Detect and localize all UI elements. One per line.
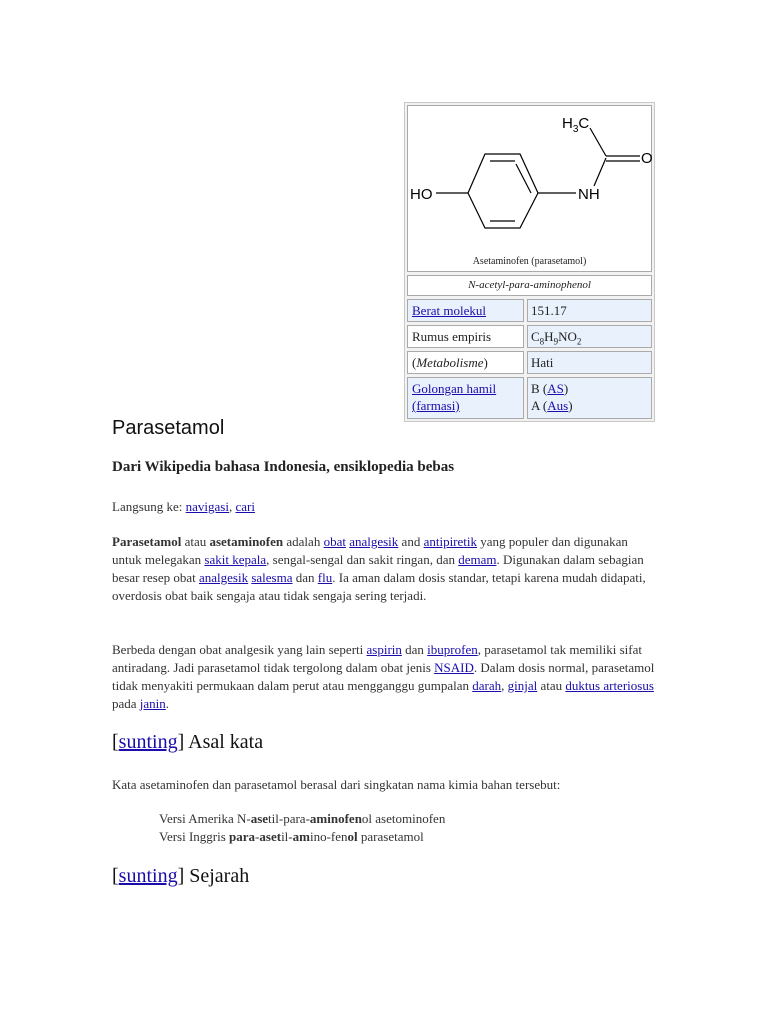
bold-term: ol — [347, 829, 358, 844]
section-heading-etymology: [sunting] Asal kata — [112, 731, 264, 753]
text-run: atau — [537, 678, 566, 693]
infobox-row-molecular-weight — [407, 299, 652, 322]
link-sakit-kepala[interactable]: sakit kepala — [204, 552, 267, 567]
link-darah[interactable]: darah — [472, 678, 502, 693]
text-run: . Dalam dosis normal, parasetamol tidak menyakiti permukaan dalam perut atau mengganggu gumpalan — [112, 660, 655, 693]
text-run: , parasetamol tak memiliki sifat antiradang. Jadi parasetamol tidak tergolong dalam obat jenis — [112, 642, 642, 675]
link-salesma[interactable]: salesma — [251, 570, 293, 585]
text-run: atau — [181, 534, 210, 549]
link-analgesik[interactable]: analgesik — [349, 534, 399, 549]
link-ibuprofen[interactable]: ibuprofen — [427, 642, 478, 657]
pregnancy-a-text: A — [531, 398, 540, 413]
text-run: , sengal-sengal dan sakit ringan, dan — [266, 552, 459, 567]
ch3-label: $H_3C$ — [562, 115, 590, 135]
as-link[interactable]: AS — [547, 381, 564, 396]
section-heading-history: [sunting] Sejarah — [112, 865, 250, 887]
structure-image — [407, 105, 652, 272]
infobox-row-pregnancy — [407, 377, 652, 419]
link-obat[interactable]: obat — [323, 534, 346, 549]
aus-link[interactable]: Aus — [547, 398, 569, 413]
text-run: . Digunakan dalam sebagian besar resep obat — [112, 552, 644, 585]
nh-label: NH — [578, 186, 600, 203]
text-run: . Ia aman dalam dosis standar, tetapi karena mudah didapati, overdosis obat baik sengaja atau tidak sengaja sering terjadi. — [112, 570, 646, 603]
infobox-row-metabolism — [407, 351, 652, 374]
bold-term: para — [229, 829, 256, 844]
bold-term: aset — [259, 829, 282, 844]
link-duktus-arteriosus[interactable]: duktus arteriosus — [565, 678, 654, 693]
text-run: Versi Inggris — [159, 829, 230, 844]
link-demam[interactable]: demam — [458, 552, 497, 567]
section-title: Asal kata — [188, 731, 264, 753]
text-run: il- — [281, 829, 293, 844]
ho-label: HO — [410, 186, 433, 203]
text-run: yang populer dan digunakan untuk melegakan — [112, 534, 628, 567]
molecular-weight-link[interactable]: Berat molekul — [412, 303, 487, 318]
text-run: pada — [112, 696, 140, 711]
page-subtitle: Dari Wikipedia bahasa Indonesia, ensiklopedia bebas — [112, 459, 455, 475]
metabolism-value: Hati — [527, 351, 652, 374]
oxygen-label: O — [641, 150, 653, 167]
section-title: Sejarah — [189, 865, 250, 887]
page-title: Parasetamol — [112, 417, 225, 439]
text-run: . — [165, 696, 170, 711]
paragraph-comparison: Berbeda dengan obat analgesik yang lain seperti aspirin dan ibuprofen, parasetamol tak memiliki sifat antiradang. Jadi parasetamol tidak tergolong dalam obat jenis NSAID. Dalam dosis normal, parasetamol tidak menyakiti permukaan dalam perut atau mengganggu gumpalan darah, ginjal atau duktus arteriosus pada janin. — [112, 642, 655, 711]
text-run: dan — [401, 642, 428, 657]
bold-term: Parasetamol — [112, 534, 182, 549]
link-ginjal[interactable]: ginjal — [507, 678, 538, 693]
link-analgesik-2[interactable]: analgesik — [199, 570, 249, 585]
text-run: dan — [292, 570, 318, 585]
text-run: Berbeda dengan obat analgesik yang lain seperti — [112, 642, 367, 657]
pregnancy-value: B (AS) A (Aus) — [527, 377, 652, 419]
jump-prefix: Langsung ke: — [112, 499, 183, 514]
jump-to: Langsung ke: navigasi, cari — [112, 499, 255, 514]
infobox-row-formula — [407, 325, 652, 348]
formula-label: Rumus empiris — [407, 325, 524, 348]
link-aspirin[interactable]: aspirin — [366, 642, 402, 657]
text-run: til-para- — [268, 811, 310, 826]
text-run: ino-fen — [309, 829, 348, 844]
formula-value: $C_8H_9NO_2$ — [527, 325, 652, 348]
text-run: and — [398, 534, 424, 549]
text-run: ol asetominofen — [361, 811, 446, 826]
molecular-weight-value: 151.17 — [527, 299, 652, 322]
link-antipiretik[interactable]: antipiretik — [423, 534, 478, 549]
text-run: adalah — [283, 534, 324, 549]
text-run: parasetamol — [357, 829, 424, 844]
link-flu[interactable]: flu — [317, 570, 333, 585]
etymology-american — [159, 811, 445, 827]
edit-section-link[interactable]: sunting — [118, 731, 178, 753]
paragraph-intro — [112, 533, 657, 605]
paragraph-etymology: Kata asetaminofen dan parasetamol berasal dari singkatan nama kimia bahan tersebut: — [112, 777, 561, 792]
edit-section-link[interactable]: sunting — [118, 865, 178, 887]
text-run: - — [255, 829, 260, 844]
pregnancy-b-text: B — [531, 381, 540, 396]
text-run: Versi Amerika N- — [159, 811, 251, 826]
structure-caption: Asetaminofen (parasetamol) — [472, 256, 587, 267]
search-link[interactable]: cari — [235, 499, 255, 514]
etymology-british — [159, 829, 424, 845]
bold-term: asetaminofen — [209, 534, 284, 549]
chemical-name: N-acetyl-para-aminophenol — [407, 275, 652, 296]
metabolism-label: (Metabolisme) — [407, 351, 524, 374]
bold-term: aminofen — [309, 811, 362, 826]
paracetamol-structure-diagram — [408, 106, 653, 271]
navigation-link[interactable]: navigasi — [185, 499, 229, 514]
drug-infobox — [404, 102, 655, 422]
bold-term: ase — [250, 811, 269, 826]
link-janin[interactable]: janin — [139, 696, 166, 711]
link-nsaid[interactable]: NSAID — [434, 660, 474, 675]
pregnancy-category-link[interactable]: Golongan hamil (farmasi) — [412, 381, 497, 413]
bold-term: am — [292, 829, 310, 844]
